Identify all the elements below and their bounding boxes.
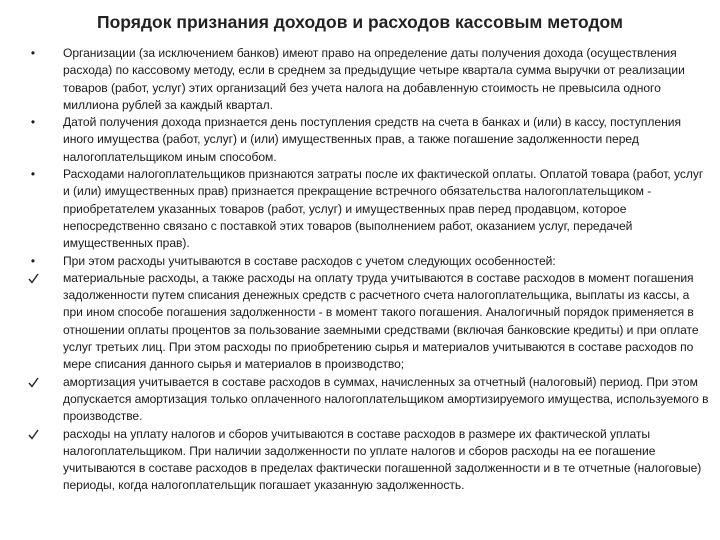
list-item-text: амортизация учитывается в составе расходов в суммах, начисленных за отчетный (налоговый) период. При этом допускается амортизация только оплаченного налогоплательщиком амортизируемого имущества, используемого в производстве. (63, 374, 709, 424)
page-title: Порядок признания доходов и расходов кассовым методом (97, 12, 623, 32)
list-item (26, 166, 710, 252)
list-item (26, 45, 710, 114)
list-item (26, 253, 710, 270)
bullet-icon: • (30, 115, 36, 130)
list-item-text: При этом расходы учитываются в составе расходов с учетом следующих особенностей: (63, 253, 556, 268)
list-item-text: Расходами налогоплательщиков признаются затраты после их фактической оплаты. Оплатой товара (работ, услуг и (или) имущественных прав) признается прекращение встречного обязательства налогоплательщиком - приобретателем указанных товаров (работ, услуг) и имущественных прав перед продавцом, которое непосредственно связано с поставкой этих товаров (выполнением работ, оказанием услуг, передачей имущественных прав). (63, 167, 704, 251)
bullet-icon: • (30, 46, 36, 60)
list-item-text: Датой получения дохода признается день поступления средств на счета в банках и (или) в кассу, поступления иного имущества (работ, услуг) и (или) имущественных прав, а также погашение задолженности перед налогоплательщиком иным способом. (63, 115, 681, 164)
bullet-list (26, 45, 710, 495)
bullet-icon: • (30, 167, 36, 182)
list-item-text: материальные расходы, а также расходы на оплату труда учитываются в составе расходов в момент погашения задолженности путем списания денежных средств с расчетного счета налогоплательщика, выплаты из кассы, а при ином способе погашения задолженности - в момент такого погашения. Аналогичный порядок применяется в отношении оплаты процентов за пользование заемными средствами (включая банковские кредиты) и при оплате услуг третьих лиц. При этом расходы по приобретению сырья и материалов учитываются в составе расходов по мере списания данного сырья и материалов в производство; (63, 270, 699, 372)
list-item (26, 426, 710, 495)
list-item-text: Организации (за исключением банков) имеют право на определение даты получения дохода (осуществления расхода) по кассовому методу, если в среднем за предыдущие четыре квартала сумма выручки от реализации товаров (работ, услуг) этих организаций без учета налога на добавленную стоимость не превысила одного миллиона рублей за каждый квартал. (63, 46, 685, 112)
list-item-text: расходы на уплату налогов и сборов учитываются в составе расходов в размере их фактической уплаты налогоплательщиком. При наличии задолженности по уплате налогов и сборов расходы на ее погашение учитываются в составе расходов в пределах фактически погашенной задолженности и в те отчетные (налоговые) периоды, когда налогоплательщик погашает указанную задолженность. (63, 426, 702, 493)
checkmark-icon (26, 374, 40, 391)
checkmark-icon (26, 426, 40, 443)
list-item (26, 114, 710, 166)
list-item (26, 374, 710, 426)
checkmark-icon (26, 270, 40, 287)
bullet-icon: • (30, 253, 36, 268)
list-item (26, 270, 710, 374)
